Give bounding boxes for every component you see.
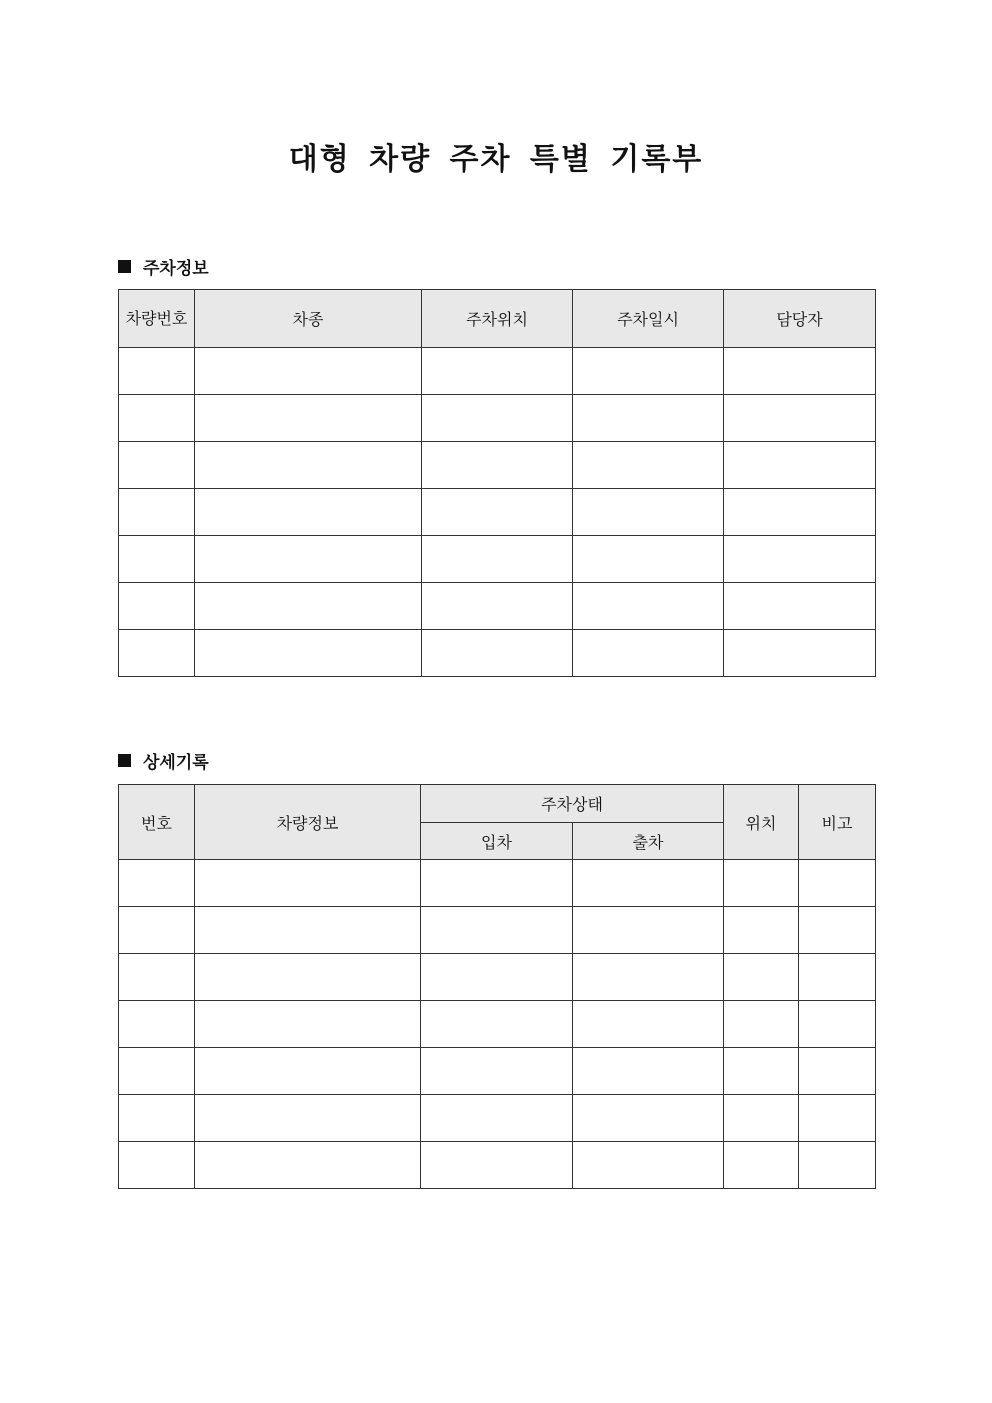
table-row bbox=[119, 1095, 876, 1142]
table-cell[interactable] bbox=[195, 348, 422, 395]
table-cell[interactable] bbox=[422, 583, 573, 630]
column-header-parking-status: 주차상태 bbox=[421, 785, 724, 823]
table-cell[interactable] bbox=[119, 583, 195, 630]
table-row bbox=[119, 442, 876, 489]
column-header-exit: 출차 bbox=[573, 823, 724, 860]
table-cell[interactable] bbox=[799, 1048, 876, 1095]
table-row bbox=[119, 907, 876, 954]
table-cell[interactable] bbox=[421, 1048, 573, 1095]
table-cell[interactable] bbox=[195, 536, 422, 583]
table-cell[interactable] bbox=[724, 395, 876, 442]
column-header-entry: 입차 bbox=[421, 823, 573, 860]
table-cell[interactable] bbox=[119, 536, 195, 583]
table-row bbox=[119, 1001, 876, 1048]
table-cell[interactable] bbox=[573, 395, 724, 442]
column-header-vehicle-info: 차량정보 bbox=[195, 785, 421, 860]
table-row bbox=[119, 1142, 876, 1189]
detail-record-table bbox=[118, 784, 876, 1189]
table-cell[interactable] bbox=[422, 348, 573, 395]
table-cell[interactable] bbox=[724, 1095, 799, 1142]
table-cell[interactable] bbox=[195, 907, 421, 954]
column-header-vehicle-number: 차량번호 bbox=[119, 290, 195, 348]
table-cell[interactable] bbox=[119, 907, 195, 954]
table-row bbox=[119, 489, 876, 536]
table-cell[interactable] bbox=[573, 1095, 724, 1142]
table-cell[interactable] bbox=[195, 954, 421, 1001]
square-bullet-icon bbox=[118, 754, 131, 767]
square-bullet-icon bbox=[118, 260, 131, 273]
table-cell[interactable] bbox=[573, 583, 724, 630]
table-cell[interactable] bbox=[422, 489, 573, 536]
section-heading-label: 주차정보 bbox=[143, 259, 209, 279]
section-heading-parking-info bbox=[118, 254, 209, 279]
table-cell[interactable] bbox=[799, 1142, 876, 1189]
table-cell[interactable] bbox=[119, 1048, 195, 1095]
table-cell[interactable] bbox=[799, 907, 876, 954]
table-cell[interactable] bbox=[724, 348, 876, 395]
table-cell[interactable] bbox=[195, 630, 422, 677]
table-cell[interactable] bbox=[119, 630, 195, 677]
section-heading-detail-record bbox=[118, 748, 209, 773]
table-row bbox=[119, 630, 876, 677]
table-row bbox=[119, 536, 876, 583]
table-cell[interactable] bbox=[573, 1142, 724, 1189]
table-cell[interactable] bbox=[724, 1048, 799, 1095]
table-cell[interactable] bbox=[119, 1001, 195, 1048]
table-cell[interactable] bbox=[724, 630, 876, 677]
table-cell[interactable] bbox=[573, 489, 724, 536]
table-cell[interactable] bbox=[422, 442, 573, 489]
table-cell[interactable] bbox=[421, 907, 573, 954]
table-cell[interactable] bbox=[119, 442, 195, 489]
table-cell[interactable] bbox=[573, 1001, 724, 1048]
table-cell[interactable] bbox=[799, 954, 876, 1001]
section-heading-label: 상세기록 bbox=[143, 753, 209, 773]
table-cell[interactable] bbox=[119, 860, 195, 907]
document-title: 대형 차량 주차 특별 기록부 bbox=[288, 142, 704, 177]
table-cell[interactable] bbox=[421, 1001, 573, 1048]
table-cell[interactable] bbox=[195, 395, 422, 442]
table-cell[interactable] bbox=[195, 583, 422, 630]
table-cell[interactable] bbox=[799, 1001, 876, 1048]
table-cell[interactable] bbox=[724, 442, 876, 489]
column-header-parking-datetime: 주차일시 bbox=[573, 290, 724, 348]
column-header-parking-location: 주차위치 bbox=[422, 290, 573, 348]
table-cell[interactable] bbox=[724, 954, 799, 1001]
table-cell[interactable] bbox=[799, 1095, 876, 1142]
table-cell[interactable] bbox=[724, 536, 876, 583]
table-cell[interactable] bbox=[573, 630, 724, 677]
table-cell[interactable] bbox=[724, 583, 876, 630]
table-cell[interactable] bbox=[724, 860, 799, 907]
table-cell[interactable] bbox=[422, 395, 573, 442]
table-row bbox=[119, 1048, 876, 1095]
table-cell[interactable] bbox=[421, 1142, 573, 1189]
table-cell[interactable] bbox=[573, 954, 724, 1001]
column-header-person-in-charge: 담당자 bbox=[724, 290, 876, 348]
table-cell[interactable] bbox=[195, 442, 422, 489]
table-cell[interactable] bbox=[724, 1142, 799, 1189]
table-cell[interactable] bbox=[421, 860, 573, 907]
table-cell[interactable] bbox=[195, 1048, 421, 1095]
table-cell[interactable] bbox=[195, 1001, 421, 1048]
table-cell[interactable] bbox=[573, 442, 724, 489]
table-cell[interactable] bbox=[119, 489, 195, 536]
table-cell[interactable] bbox=[195, 1095, 421, 1142]
table-cell[interactable] bbox=[119, 1142, 195, 1189]
table-cell[interactable] bbox=[119, 1095, 195, 1142]
column-header-number: 번호 bbox=[119, 785, 195, 860]
column-header-remarks: 비고 bbox=[799, 785, 876, 860]
table-cell[interactable] bbox=[573, 348, 724, 395]
table-cell[interactable] bbox=[119, 954, 195, 1001]
table-cell[interactable] bbox=[573, 860, 724, 907]
table-cell[interactable] bbox=[421, 1095, 573, 1142]
table-cell[interactable] bbox=[724, 1001, 799, 1048]
table-row bbox=[119, 395, 876, 442]
table-row bbox=[119, 954, 876, 1001]
table-cell[interactable] bbox=[799, 860, 876, 907]
table-cell[interactable] bbox=[573, 536, 724, 583]
column-header-location: 위치 bbox=[724, 785, 799, 860]
table-cell[interactable] bbox=[724, 907, 799, 954]
table-row bbox=[119, 583, 876, 630]
table-header-row bbox=[119, 290, 876, 348]
table-cell[interactable] bbox=[422, 536, 573, 583]
parking-info-table bbox=[118, 289, 876, 677]
table-row bbox=[119, 860, 876, 907]
table-cell[interactable] bbox=[573, 907, 724, 954]
table-cell[interactable] bbox=[422, 630, 573, 677]
table-row bbox=[119, 348, 876, 395]
table-cell[interactable] bbox=[119, 395, 195, 442]
table-cell[interactable] bbox=[195, 489, 422, 536]
table-cell[interactable] bbox=[195, 1142, 421, 1189]
table-cell[interactable] bbox=[724, 489, 876, 536]
column-header-vehicle-type: 차종 bbox=[195, 290, 422, 348]
table-cell[interactable] bbox=[421, 954, 573, 1001]
table-header-row bbox=[119, 785, 876, 823]
table-cell[interactable] bbox=[119, 348, 195, 395]
table-cell[interactable] bbox=[573, 1048, 724, 1095]
table-cell[interactable] bbox=[195, 860, 421, 907]
